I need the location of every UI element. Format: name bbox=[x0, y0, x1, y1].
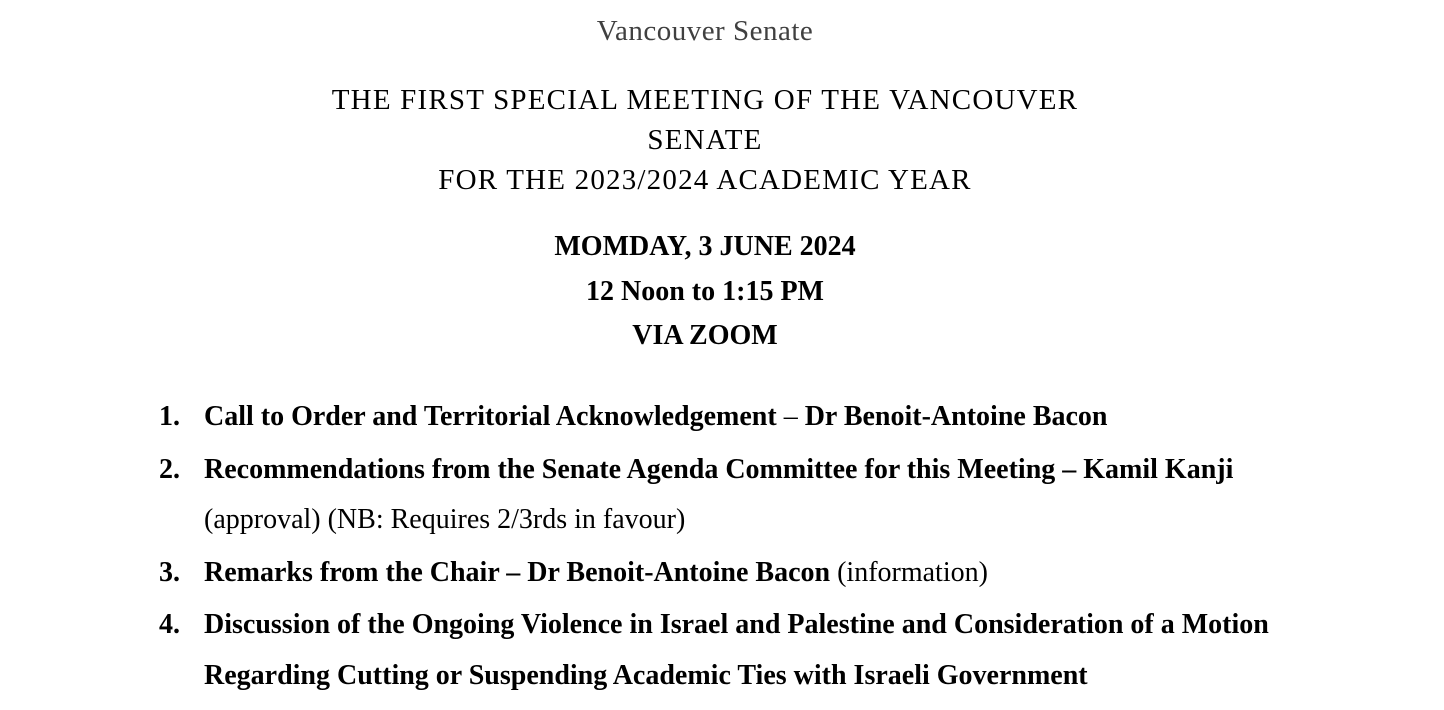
agenda-item-separator: – bbox=[1055, 453, 1084, 485]
agenda-item bbox=[159, 445, 1359, 546]
organization-name: Vancouver Senate bbox=[596, 15, 814, 47]
meeting-title-line: FOR THE 2023/2024 ACADEMIC YEAR bbox=[438, 164, 972, 196]
meeting-location: VIA ZOOM bbox=[632, 320, 778, 351]
meeting-time: 12 Noon to 1:15 PM bbox=[586, 275, 824, 307]
agenda-item-title: Discussion of the Ongoing Violence in Israel and Palestine and Consideration of a Motion Regarding Cutting or Suspending Academic Ties with Israeli Government bbox=[204, 609, 1269, 691]
agenda-item-title: Call to Order and Territorial Acknowledgement bbox=[204, 401, 777, 432]
agenda-item-separator: – bbox=[776, 401, 805, 432]
meeting-date: MOMDAY, 3 JUNE 2024 bbox=[554, 231, 856, 262]
meeting-title bbox=[0, 80, 1410, 200]
agenda-item-note: (approval) (NB: Requires 2/3rds in favour) bbox=[204, 504, 686, 535]
agenda-item-number: 3. bbox=[159, 556, 180, 588]
agenda-item bbox=[159, 548, 1359, 599]
meeting-title-line: THE FIRST SPECIAL MEETING OF THE VANCOUVER bbox=[331, 84, 1079, 116]
meeting-info bbox=[0, 225, 1410, 359]
agenda-item-number: 4. bbox=[159, 609, 180, 640]
meeting-title-line: SENATE bbox=[647, 124, 763, 156]
agenda-item bbox=[159, 392, 1359, 443]
agenda-item-separator: – bbox=[499, 556, 528, 588]
agenda-item-title: Recommendations from the Senate Agenda Committee for this Meeting bbox=[204, 453, 1056, 485]
agenda-item-presenter: Dr Benoit-Antoine Bacon bbox=[804, 401, 1108, 432]
agenda-item-presenter: Kamil Kanji bbox=[1083, 453, 1234, 485]
agenda-item-note: (information) bbox=[830, 556, 988, 588]
agenda-list bbox=[159, 392, 1359, 703]
agenda-item-title: Remarks from the Chair bbox=[204, 556, 500, 588]
agenda-item-number: 1. bbox=[159, 401, 180, 432]
agenda-item-presenter: Dr Benoit-Antoine Bacon bbox=[527, 556, 831, 588]
agenda-item bbox=[159, 600, 1359, 701]
agenda-item-number: 2. bbox=[159, 453, 180, 485]
